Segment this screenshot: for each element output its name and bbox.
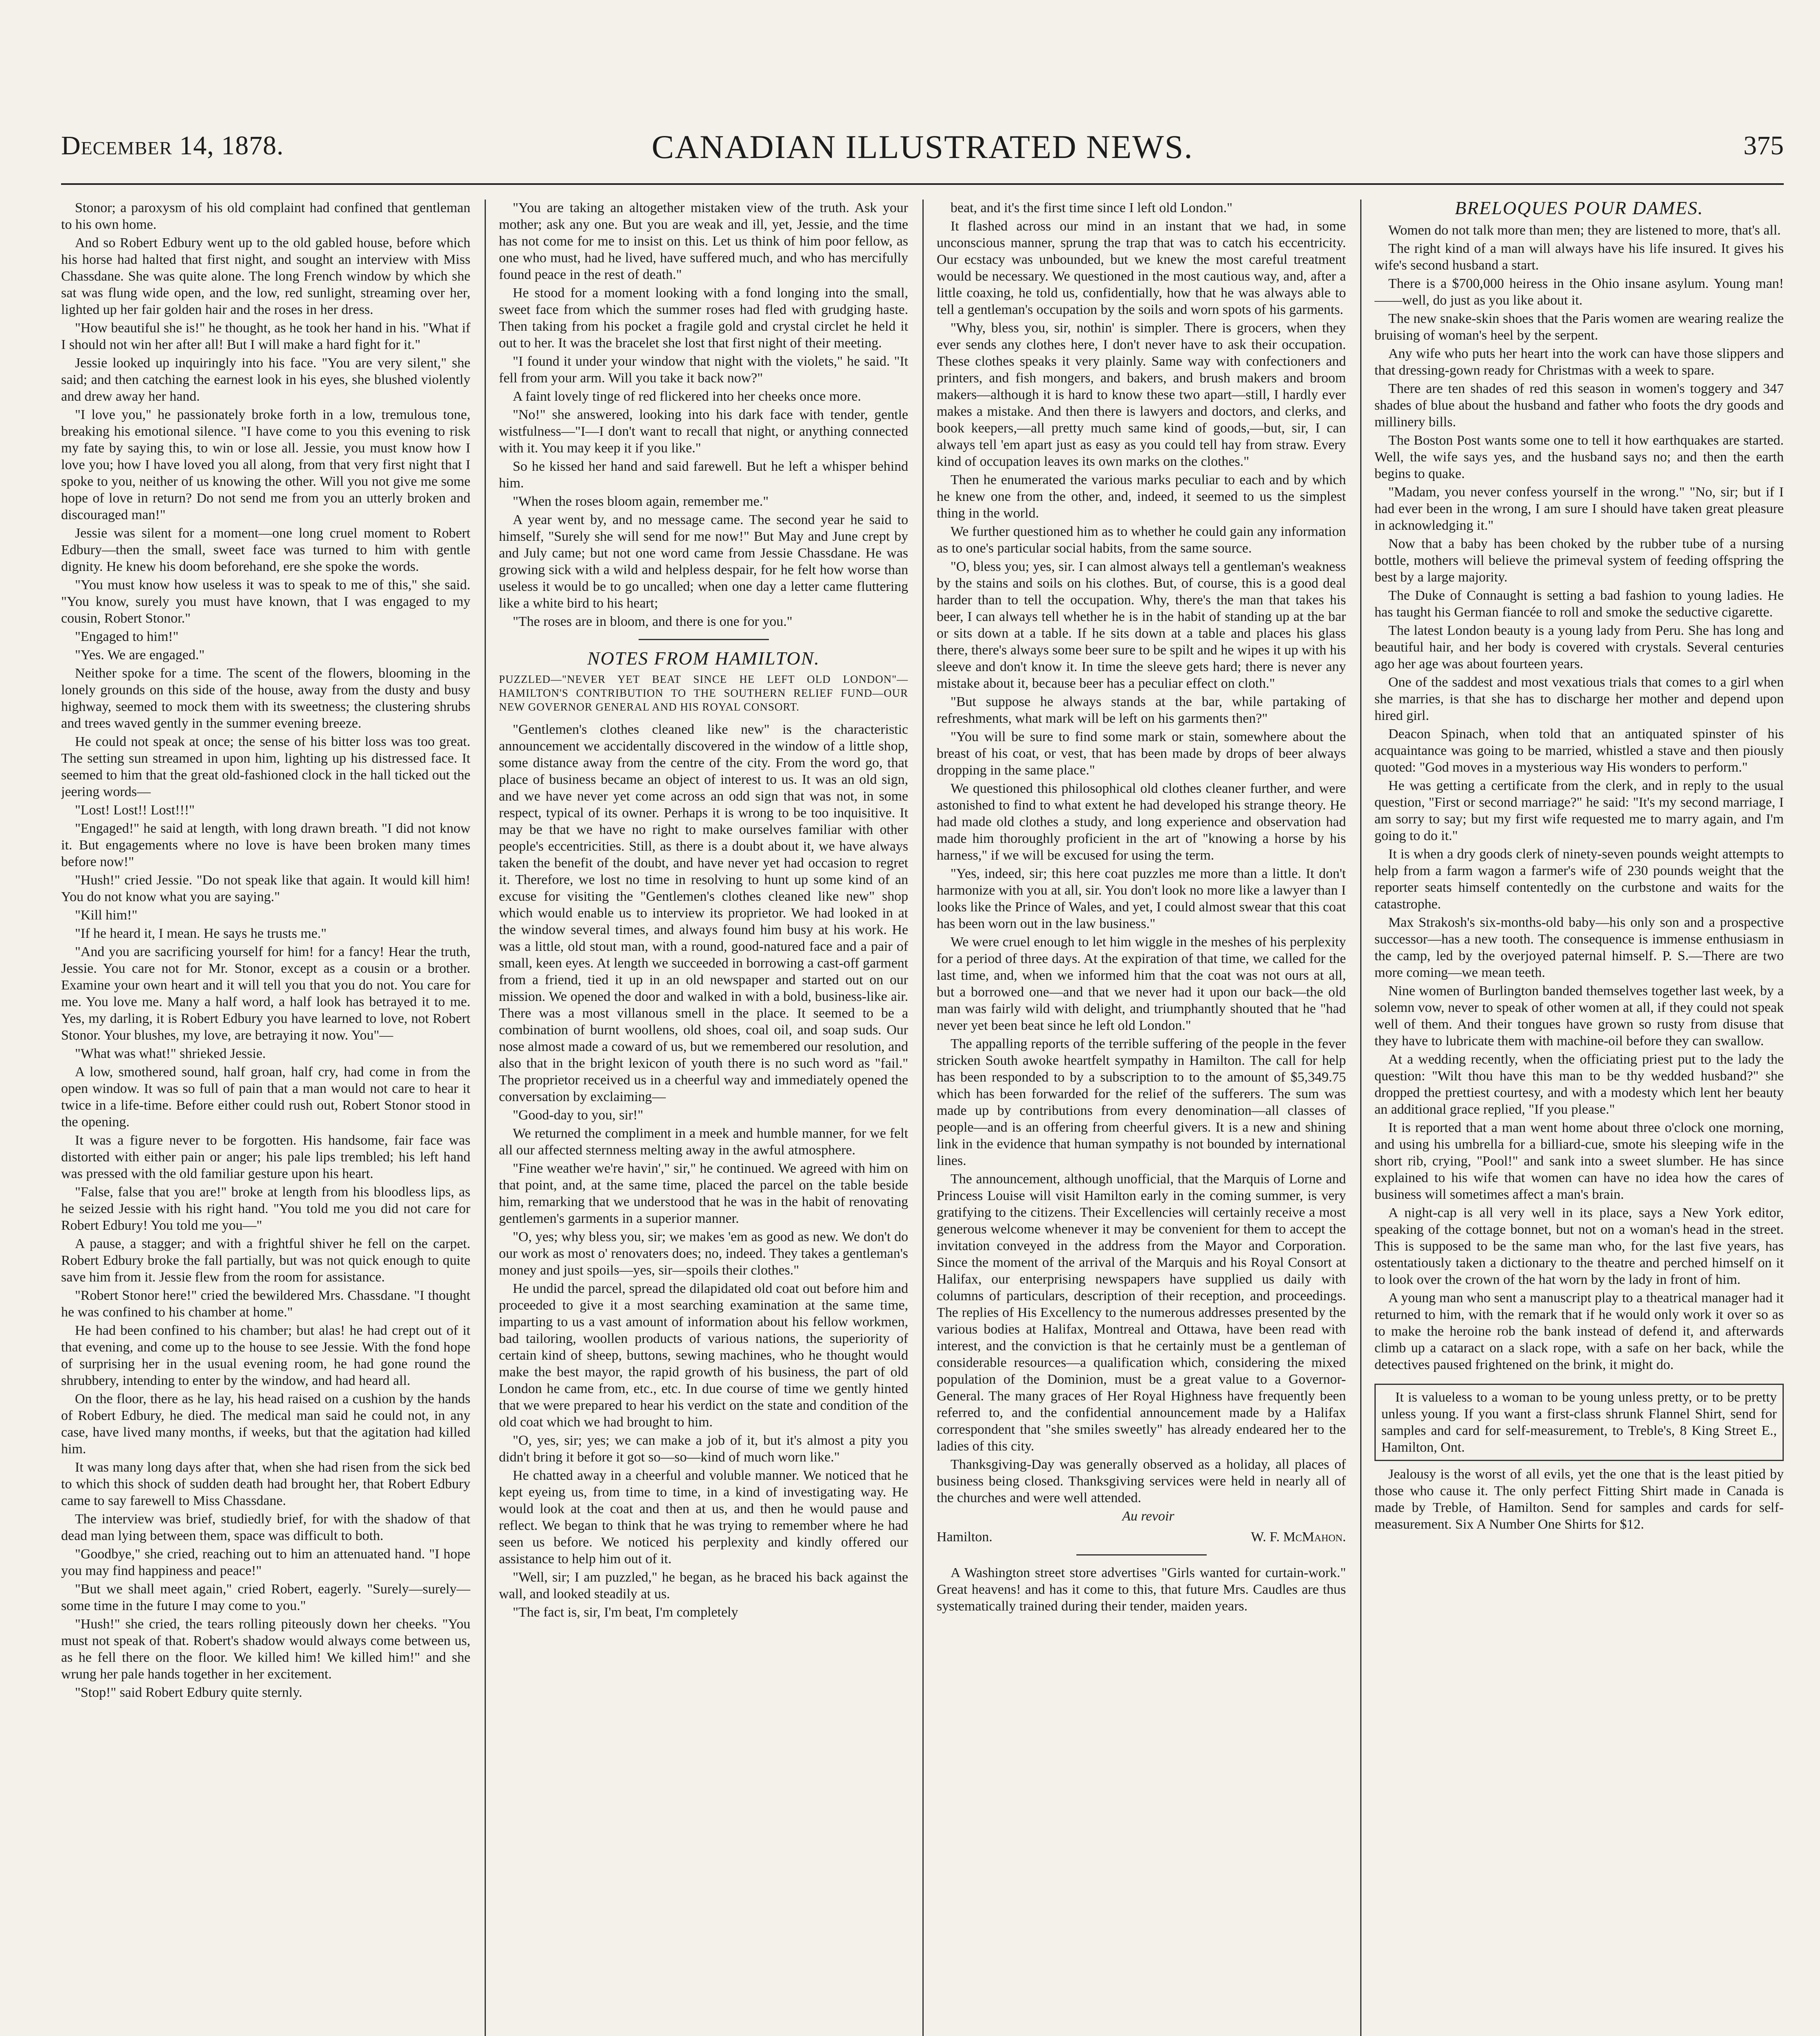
- story-paragraph: A year went by, and no message came. The second year he said to himself, "Surely she will send for me now!" But May and June crept by and July came; but not one word came from Jessie Chassdane. He was growing sick with a wild and helpless despair, for he felt how worse than useless it would be to go uncalled; when one day a letter came fluttering like a white bird to his heart;: [499, 512, 908, 611]
- story-paragraph: A low, smothered sound, half groan, half cry, had come in from the open window. It was so full of pain that a man would not care to hear it twice in a life-time. Before either could rush out, Robert Stonor stood in the opening.: [61, 1064, 470, 1130]
- breloque-item: Deacon Spinach, when told that an antiquated spinster of his acquaintance was going to be married, whistled a stave and then piously quoted: "God moves in a mysterious way His wonders to perform.": [1374, 726, 1784, 775]
- story-paragraph: "Hush!" she cried, the tears rolling piteously down her cheeks. "You must not speak of that. Robert's shadow would always come between us, as he fell there on the floor. We killed him! We killed him!" and she wrung her pale hands together in her excitement.: [61, 1617, 470, 1682]
- breloque-item: The right kind of a man will always have his life insured. It gives his wife's second husband a start.: [1374, 241, 1784, 273]
- story-paragraph: "I found it under your window that night with the violets," he said. "It fell from your arm. Will you take it back now?": [499, 354, 908, 386]
- column-divider: [485, 200, 486, 2036]
- article-paragraph: "Why, bless you, sir, nothin' is simpler. There is grocers, when they ever sends any clothes here, I don't never have to ask their occupation. These clothes speaks it very plainly. Same way with confectioners and printers, and fish mongers, and bakers, and brush makers and broom makers—although it is hard to know these two apart—still, I hardly ever makes a mistake. And then there is lawyers and doctors, and clerks, and book keepers,—all pretty much same kind of goods,—but, sir, I can always tell 'em apart just as easy as you could tell hay from straw. Every kind of occupation leaves its own marks on the clothes.": [937, 320, 1346, 469]
- story-paragraph: Neither spoke for a time. The scent of the flowers, blooming in the lonely grounds on this side of the house, away from the dusty and busy highway, seemed to mock them with its sweetness; the clustering shrubs and trees waved gently in the summer evening breeze.: [61, 666, 470, 731]
- story-paragraph: And so Robert Edbury went up to the old gabled house, before which his horse had halted that first night, and sought an interview with Miss Chassdane. She was quite alone. The long French window by which she sat was flung wide open, and the low, red sunlight, streaming over her, lighted up her fair golden hair and the roses in her dress.: [61, 235, 470, 317]
- story-paragraph: "Yes. We are engaged.": [75, 647, 205, 663]
- story-paragraph: It was a figure never to be forgotten. His handsome, fair face was distorted with either pain or anger; his pale lips trembled; his left hand was pressed with the old familiar gesture upon his heart.: [61, 1133, 470, 1181]
- breloque-item: The Duke of Connaught is setting a bad fashion to young ladies. He has taught his German fiancée to roll and smoke the seductive cigarette.: [1374, 588, 1784, 620]
- story-paragraph: "The roses are in bloom, and there is one for you.": [513, 614, 793, 629]
- story-paragraph: "You must know how useless it was to speak to me of this," she said. "You know, surely you must have known, that I was engaged to my cousin, Robert Stonor.": [61, 577, 470, 626]
- story-paragraph: "I love you," he passionately broke forth in a low, tremulous tone, breaking his emotional silence. "I have come to you this evening to risk my fate by saying this, to win or lose all. Jessie, you must know how I love you; how I have loved you all along, from that very first night that I spoke to you, neither of us knowing the other. Will you not give me some hope of love in return? Do not send me from you an utterly broken and discouraged man!": [61, 407, 470, 522]
- article-paragraph: "Fine weather we're havin'," sir," he continued. We agreed with him on that point, and, at the same time, placed the parcel on the table beside him, remarking that we understood that he was in the habit of renovating gentlemen's garments in a superior manner.: [499, 1161, 908, 1226]
- article-paragraph: "Yes, indeed, sir; this here coat puzzles me more than a little. It don't harmonize with you at all, sir. You don't look no more like a lawyer than I looks like the Prince of Wales, and yet, I could almost swear that this coat has been worn out in the law business.": [937, 866, 1346, 931]
- story-paragraph: "If he heard it, I mean. He says he trusts me.": [75, 926, 327, 941]
- story-paragraph: "How beautiful she is!" he thought, as he took her hand in his. "What if I should not win her after all! But I will make a hard fight for it.": [61, 320, 470, 352]
- advert-text: It is valueless to a woman to be young unless pretty, or to be pretty unless young. If you want a first-class shrunk Flannel Shirt, send for samples and card for self-measurement, to Treble's, 8 King Street E., Hamilton, Ont.: [1381, 1390, 1777, 1455]
- breloque-item: There is a $700,000 heiress in the Ohio insane asylum. Young man!——well, do just as you like about it.: [1374, 276, 1784, 308]
- breloque-item: A young man who sent a manuscript play to a theatrical manager had it returned to him, with the remark that if he would only work it over so as to make the heroine rob the bank instead of defend it, and afterwards climb up a cataract on a slack rope, with a safe on her back, while the detectives paused frightened on the brink, it might do.: [1374, 1290, 1784, 1372]
- breloque-item: Women do not talk more than men; they are listened to more, that's all.: [1388, 223, 1781, 238]
- page-header: [61, 130, 1784, 175]
- story-paragraph: Jessie was silent for a moment—one long cruel moment to Robert Edbury—then the small, sweet face was turned to him with gentle dignity. He knew his doom beforehand, ere she spoke the words.: [61, 526, 470, 574]
- washington-ad: A Washington street store advertises "Girls wanted for curtain-work." Great heavens! and has it come to this, that future Mrs. Caudles are thus systematically trained during their tender, maiden years.: [937, 1565, 1346, 1614]
- story-paragraph: "Engaged!" he said at length, with long drawn breath. "I did not know it. But engagements where no love is have been broken many times before now!": [61, 821, 470, 869]
- article-paragraph: "Good-day to you, sir!": [513, 1108, 643, 1123]
- story-paragraph: "Stop!" said Robert Edbury quite sternly.: [75, 1685, 303, 1700]
- article-paragraph: "O, yes; why bless you, sir; we makes 'em as good as new. We don't do our work as most o' renovaters does; no, indeed. They takes a gentleman's money and just spoils—yes, sir—spoils their clothes.": [499, 1229, 908, 1278]
- breloques-title: BRELOQUES POUR DAMES.: [1455, 200, 1704, 218]
- article-paragraph: We returned the compliment in a meek and humble manner, for we felt all our affected sternness melting away in the awful atmosphere.: [499, 1126, 908, 1158]
- story-paragraph: So he kissed her hand and said farewell. But he left a whisper behind him.: [499, 459, 908, 491]
- article-paragraph: "You will be sure to find some mark or stain, somewhere about the breast of his coat, or vest, that has been made by drops of beer always dropping in the same place.": [937, 729, 1346, 778]
- story-paragraph: It was many long days after that, when she had risen from the sick bed to which this shock of sudden death had brought her, that Robert Edbury came to say farewell to Miss Chassdane.: [61, 1460, 470, 1508]
- breloque-item: He was getting a certificate from the clerk, and in reply to the usual question, "First or second marriage?" he said: "It's my second marriage, I am sorry to say; but my first wife requested me to marry again, and I'm going to do it.": [1374, 778, 1784, 843]
- breloque-item: Now that a baby has been choked by the rubber tube of a nursing bottle, mothers will believe the primeval system of feeding offspring the best by a large majority.: [1374, 536, 1784, 585]
- breloque-item: One of the saddest and most vexatious trials that comes to a girl when she marries, is that she has to discharge her mother and depend upon hired girl.: [1374, 675, 1784, 723]
- story-paragraph: "No!" she answered, looking into his dark face with tender, gentle wistfulness—"I—I don't want to recall that night, or anything connected with it. You may keep it if you like.": [499, 407, 908, 456]
- story-paragraph: A pause, a stagger; and with a frightful shiver he fell on the carpet. Robert Edbury broke the fall partially, but was not quick enough to quite save him from it. Jessie flew from the room for assistance.: [61, 1236, 470, 1285]
- article-paragraph: He undid the parcel, spread the dilapidated old coat out before him and proceeded to give it a most searching examination at the same time, imparting to us a vast amount of information about his fellow workmen, bad tailoring, woollen products of various nations, the superiority of certain kind of sheep, buttons, sewing machines, who he thought would make the best mayor, the rapid growth of his business, the part of old London he came from, etc., etc. In due course of time we gently hinted that we were prepared to hear his verdict on the state and condition of the old coat which we had brought to him.: [499, 1281, 908, 1430]
- story-paragraph: "Goodbye," she cried, reaching out to him an attenuated hand. "I hope you may find happiness and peace!": [61, 1547, 470, 1578]
- column-2: [499, 200, 908, 2036]
- breloque-item: Nine women of Burlington banded themselves together last week, by a solemn vow, never to speak of other women at all, if they could not speak well of them. And their tongues have grown so rusty from disuse that they have to lubricate them with machine-oil before they can swallow.: [1374, 983, 1784, 1049]
- story-paragraph: "Hush!" cried Jessie. "Do not speak like that again. It would kill him! You do not know what you are saying.": [61, 873, 470, 904]
- newspaper-page: [61, 37, 1784, 2036]
- article-paragraph: beat, and it's the first time since I left old London.": [951, 200, 1233, 215]
- breloque-item: A night-cap is all very well in its place, says a New York editor, speaking of the cottage bonnet, but not on a woman's head in the street. This is supposed to be the same man who, for the last five years, has ostentatiously taken a dictionary to the theatre and perched himself on it to look over the crown of the hat worn by the lady in front of him.: [1374, 1205, 1784, 1287]
- story-conclusion: [499, 200, 908, 630]
- masthead-title: CANADIAN ILLUSTRATED NEWS.: [652, 128, 1193, 165]
- au-revoir: Au revoir: [1122, 1509, 1175, 1524]
- column-1-story: [61, 200, 470, 2036]
- article-paragraph: We were cruel enough to let him wiggle in the meshes of his perplexity for a period of three days. At the expiration of that time, we called for the last time, and, when we informed him that the coat was not ours at all, but a borrowed one—and that we never had it upon our back—the old man was fairly wild with delight, and triumphantly shouted that he "had never yet been beat since he left old London.": [937, 935, 1346, 1033]
- story-paragraph: Jessie looked up inquiringly into his face. "You are very silent," she said; and then catching the earnest look in his eyes, she blushed violently and drew away her hand.: [61, 355, 470, 404]
- article-paragraph: Then he enumerated the various marks peculiar to each and by which he knew one from the other, and, indeed, it seemed to us the simplest thing in the world.: [937, 472, 1346, 521]
- breloque-item: At a wedding recently, when the officiating priest put to the lady the question: "Wilt thou have this man to be thy wedded husband?" she dropped the prettiest courtesy, and with a modesty which lent her beauty an additional grace replied, "If you please.": [1374, 1052, 1784, 1117]
- section-separator: [639, 639, 769, 640]
- story-paragraph: He stood for a moment looking with a fond longing into the small, sweet face from which the summer roses had fled with grudging haste. Then taking from his pocket a fragile gold and crystal circlet he held it out to her. It was the bracelet she lost that first night of their meeting.: [499, 285, 908, 351]
- breloque-item: Max Strakosh's six-months-old baby—his only son and a prospective successor—has a new tooth. The consequence is immense enthusiasm in the camp, led by the overjoyed paternal himself. P. S.—There are two more coming—we mean teeth.: [1374, 915, 1784, 980]
- hamilton-article-part-1: [499, 721, 908, 1621]
- breloque-item: Any wife who puts her heart into the work can have those slippers and that dressing-gown ready for Christmas with a week to spare.: [1374, 346, 1784, 378]
- article-paragraph: "But suppose he always stands at the bar, while partaking of refreshments, what mark will be left on his garments then?": [937, 694, 1346, 726]
- column-3: [937, 200, 1346, 2036]
- article-paragraph: He chatted away in a cheerful and voluble manner. We noticed that he kept eyeing us, from time to time, in a kind of investigating way. He would look at the coat and then at us, and then he would pause and reflect. We began to think that he was trying to remember where he had seen us before. We noticed his perplexity and kindly offered our assistance to help him out of it.: [499, 1468, 908, 1566]
- hamilton-title: NOTES FROM HAMILTON.: [587, 648, 820, 669]
- story-paragraph: The interview was brief, studiedly brief, for with the shadow of that dead man lying between them, space was difficult to both.: [61, 1512, 470, 1543]
- column-divider: [922, 200, 924, 2036]
- breloque-item: The new snake-skin shoes that the Paris women are wearing realize the bruising of woman's heel by the serpent.: [1374, 311, 1784, 343]
- article-paragraph: The announcement, although unofficial, that the Marquis of Lorne and Princess Louise will visit Hamilton early in the coming summer, is very gratifying to the citizens. Their Excellencies will certainly receive a most generous welcome whenever it may be convenient for them to accept the invitation conveyed in the address from the Mayor and Corporation. Since the moment of the arrival of the Marquis and his Royal Consort at Halifax, our enterprising newspapers have supplied us daily with columns of particulars, description of their reception, and proceedings. The replies of His Excellency to the numerous addresses presented by the various bodies at Halifax, Montreal and Ottawa, have been read with interest, and the conviction is that he certainly must be a gentleman of considerable resources—a qualification which, considering the mixed population of the Dominion, must be a great value to a Governor-General. The many graces of Her Royal Highness have frequently been referred to, and the confidential announcement made by a Halifax correspondent that "she smiles sweetly" has already endeared her to the ladies of this city.: [937, 1172, 1346, 1454]
- story-paragraph: "Robert Stonor here!" cried the bewildered Mrs. Chassdane. "I thought he was confined to his chamber at home.": [61, 1288, 470, 1320]
- story-paragraph: "False, false that you are!" broke at length from his bloodless lips, as he seized Jessie with his right hand. "You told me you did not care for Robert Edbury! You told me you—": [61, 1185, 470, 1233]
- column-divider: [1360, 200, 1361, 2036]
- breloque-item: It is reported that a man went home about three o'clock one morning, and using his umbrella for a billiard-cue, smote his sleeping wife in the short rib, crying, "Pool!" and sank into a sweet slumber. He has since explained to his wife that women can have no idea how the cares of business will sometimes affect a man's brain.: [1374, 1120, 1784, 1202]
- story-paragraph: "But we shall meet again," cried Robert, eagerly. "Surely—surely—some time in the future I may come to you.": [61, 1582, 470, 1613]
- article-paragraph: "Well, sir; I am puzzled," he began, as he braced his back against the wall, and looked steadily at us.: [499, 1570, 908, 1602]
- column-4-breloques: [1374, 200, 1784, 2036]
- article-paragraph: "Gentlemen's clothes cleaned like new" is the characteristic announcement we accidentally discovered in the window of a little shop, some distance away from the centre of the city. From the word go, that place of business became an object of interest to us. It was an old sign, and we have never yet come across an odd sign that was not, in some respect, typical of its owner. Perhaps it is wrong to be too inquisitive. It may be that we have no right to make ourselves familiar with other people's eccentricities. Still, as there is a doubt about it, we have always taken the benefit of the doubt, and have never yet had occasion to regret it. Therefore, we lost no time in resolving to hunt up some kind of an excuse for visiting the "Gentlemen's clothes cleaned like new" shop which would enable us to interview its proprietor. We had looked in at the window several times, and always found him busy at his work. He was a little, old stout man, with a round, good-natured face and a pair of small, keen eyes. At length we succeeded in borrowing a cast-off garment from a friend, tied it up in an old newspaper and started out on our mission. We opened the door and walked in with a bold, business-like air. There was a most villanous smell in the place. It seemed to be a combination of burnt woollens, old shoes, coal oil, and soap suds. Our nose almost made a coward of us, but we remembered our resolution, and also that in the bright lexicon of youth there is no such word as "fail." The proprietor received us in a cheerful way and immediately opened the conversation by exclaiming—: [499, 722, 908, 1104]
- article-paragraph: Thanksgiving-Day was generally observed as a holiday, all places of business being closed. Thanksgiving services were held in nearly all of the churches and were well attended.: [937, 1457, 1346, 1505]
- section-separator: [1076, 1554, 1207, 1556]
- article-paragraph: The appalling reports of the terrible suffering of the people in the fever stricken South awoke heartfelt sympathy in Hamilton. The call for help has been responded to by a subscription to to the amount of $5,349.75 which has been forwarded for the relief of the sufferers. The sum was made up by contributions from every denomination—all classes of people—and is an offering from cheerful givers. It is a new and shining link in the evidence that human sympathy is not bounded by international lines.: [937, 1036, 1346, 1168]
- story-paragraph: He could not speak at once; the sense of his bitter loss was too great. The setting sun streamed in upon him, lighting up his distressed face. It seemed to him that the great old-fashioned clock in the hall ticked out the jeering words—: [61, 734, 470, 799]
- story-paragraph: "Kill him!": [75, 908, 138, 923]
- page-number: 375: [1743, 131, 1784, 160]
- breloque-item: "Madam, you never confess yourself in the wrong." "No, sir; but if I had ever been in the wrong, I am sure I should have taken great pleasure in acknowledging it.": [1374, 485, 1784, 533]
- story-paragraph: On the floor, there as he lay, his head raised on a cushion by the hands of Robert Edbury, he died. The medical man said he could not, in any case, have lived many months, if weeks, but that the agitation had killed him.: [61, 1391, 470, 1457]
- story-paragraph: "What was what!" shrieked Jessie.: [75, 1046, 266, 1061]
- issue-date: December 14, 1878.: [61, 131, 284, 160]
- article-paragraph: "O, yes, sir; yes; we can make a job of it, but it's almost a pity you didn't bring it before it got so—so—kind of much worn like.": [499, 1433, 908, 1465]
- story-paragraph: A faint lovely tinge of red flickered into her cheeks once more.: [513, 389, 861, 404]
- breloque-item: The Boston Post wants some one to tell it how earthquakes are started. Well, the wife says yes, and the husband says no; and then the earth begins to quake.: [1374, 433, 1784, 481]
- article-paragraph: It flashed across our mind in an instant that we had, in some unconscious manner, sprung the trap that was to catch his eccentricity. Our ecstacy was unbounded, but we knew the most careful treatment would be necessary. We questioned in the most cautious way, and, after a little coaxing, he told us, confidentially, how that he was always able to tell a gentleman's occupation by the soils and worn spots of his garments.: [937, 219, 1346, 317]
- story-paragraph: "When the roses bloom again, remember me.": [513, 494, 769, 509]
- header-rule: [61, 183, 1784, 185]
- signature-place: Hamilton.: [937, 1529, 992, 1545]
- signature-author: W. F. McMahon.: [1251, 1529, 1346, 1545]
- article-paragraph: "The fact is, sir, I'm beat, I'm completely: [513, 1605, 738, 1620]
- breloques-items: [1374, 222, 1784, 1373]
- story-paragraph: Stonor; a paroxysm of his old complaint had confined that gentleman to his own home.: [61, 200, 470, 232]
- article-paragraph: We further questioned him as to whether he could gain any information as to one's particular social habits, from the same source.: [937, 524, 1346, 556]
- signature-line: [937, 1529, 1346, 1545]
- advert-box: [1374, 1384, 1784, 1461]
- hamilton-subtitle: PUZZLED—"NEVER YET BEAT SINCE HE LEFT OLD LONDON"—HAMILTON'S CONTRIBUTION TO THE SOUTHERN RELIEF FUND—OUR NEW GOVERNOR GENERAL AND HIS ROYAL CONSORT.: [499, 673, 908, 713]
- story-paragraph: "Engaged to him!": [75, 629, 179, 644]
- breloque-item: It is when a dry goods clerk of ninety-seven pounds weight attempts to help from a farm wagon a farmer's wife of 230 pounds weight that the reporter seats himself contentedly on the curbstone and waits for the catastrophe.: [1374, 847, 1784, 912]
- story-paragraph: He had been confined to his chamber; but alas! he had crept out of it that evening, and come up to the house to see Jessie. With the fond hope of surprising her in the usual evening room, he had gone round the shrubbery, intending to enter by the window, and had heard all.: [61, 1323, 470, 1388]
- final-item: Jealousy is the worst of all evils, yet the one that is the least pitied by those who cause it. The only perfect Fitting Shirt made in Canada is made by Treble, of Hamilton. Send for samples and cards for self-measurement. Six A Number One Shirts for $12.: [1374, 1467, 1784, 1532]
- article-paragraph: "O, bless you; yes, sir. I can almost always tell a gentleman's weakness by the stains and soils on his clothes. But, of course, this is a good deal harder than to tell the occupation. Why, there's the man that takes his beer, I can always tell whether he is in the habit of standing up at the bar or sits down at a table. If he sits down at a table and places his glass there, there's always some beer sure to be spilt and he wipes it up with his sleeve and don't know it. In time the sleeve gets hard; there is never any mistake about it, because beer has a peculiar effect on cloth.": [937, 559, 1346, 691]
- story-paragraph: "You are taking an altogether mistaken view of the truth. Ask your mother; ask any one. But you are weak and ill, yet, Jessie, and the time has not come for me to insist on this. Let us think of him poor fellow, as one who must, had he lived, have suffered much, and who has mercifully found peace in the rest of death.": [499, 200, 908, 282]
- story-paragraph: "Lost! Lost!! Lost!!!": [75, 803, 195, 818]
- breloque-item: There are ten shades of red this season in women's toggery and 347 shades of blue about the husband and father who foots the dry goods and millinery bills.: [1374, 381, 1784, 430]
- breloque-item: The latest London beauty is a young lady from Peru. She has long and beautiful hair, and her body is covered with crystals. Several centuries ago her age was about fourteen years.: [1374, 623, 1784, 671]
- article-paragraph: We questioned this philosophical old clothes cleaner further, and were astonished to find to what extent he had developed his strange theory. He had made old clothes a study, and long experience and observation had made him thoroughly proficient in the art of "knowing a horse by his harness," if we will be excused for using the term.: [937, 781, 1346, 863]
- hamilton-article-part-2: [937, 200, 1346, 1506]
- story-paragraph: "And you are sacrificing yourself for him! for a fancy! Hear the truth, Jessie. You care not for Mr. Stonor, except as a cousin or a brother. Examine your own heart and it will tell you that you do not. You care for me. You love me. Many a half word, a half look has betrayed it to me. Yes, my darling, it is Robert Edbury you have learned to love, not Robert Stonor. Your blushes, my love, are betraying it now. You"—: [61, 944, 470, 1043]
